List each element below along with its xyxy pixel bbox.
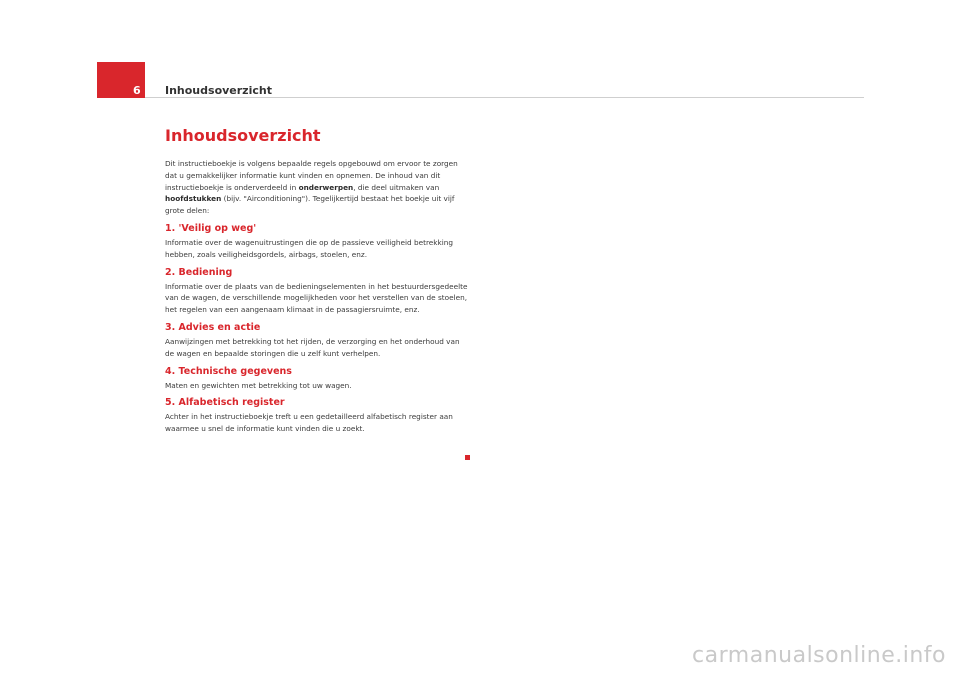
section-body-index: Achter in het instructieboekje treft u een gedetailleerd alfabetisch register aan waarmee u snel de informatie kunt vinden die u zoekt. (165, 412, 453, 434)
section-heading-advice: 3. Advies en actie (165, 321, 261, 333)
section-body-advice: Aanwijzingen met betrekking tot het rijden, de verzorging en het onderhoud van de wagen en bepaalde storingen die u zelf kunt verhelpen. (165, 336, 460, 358)
intro-paragraph (165, 158, 470, 217)
running-header-title: Inhoudsoverzicht (165, 84, 272, 97)
section-heading-safety: 1. 'Veilig op weg' (165, 222, 257, 234)
intro-text-3: (bijv. "Airconditioning"). Tegelijkertijd bestaat het boekje uit vijf grote delen: (165, 194, 455, 216)
section-heading-index: 5. Alfabetisch register (165, 397, 285, 409)
section-heading-technical: 4. Technische gegevens (165, 365, 292, 377)
section-body-operation: Informatie over de plaats van de bedieningselementen in het bestuurdersgedeelte van de wagen, de verschillende mogelijkheden voor het verstellen van de stoelen, het regelen van een aangenaam klimaat in de passagiersruimte, enz. (165, 281, 468, 315)
section-body-technical: Maten en gewichten met betrekking tot uw wagen. (165, 380, 352, 390)
page-number: 6 (133, 84, 141, 97)
site-watermark: carmanualsonline.info (692, 643, 946, 668)
intro-text-2: , die deel uitmaken van (353, 182, 440, 192)
intro-text-1: Dit instructieboekje is volgens bepaalde regels opgebouwd om ervoor te zorgen dat u gemakkelijker informatie kunt vinden en opnemen. De inhoud van dit instructieboekje is onderverdeeld in (165, 159, 458, 192)
content-column (165, 126, 470, 435)
section-body-safety: Informatie over de wagenuitrustingen die op de passieve veiligheid betrekking hebben, zoals veiligheidsgordels, airbags, stoelen, enz. (165, 237, 454, 259)
intro-bold-topics: onderwerpen (298, 182, 354, 192)
end-of-section-marker (465, 455, 470, 460)
header-divider (145, 97, 864, 98)
intro-bold-chapters: hoofdstukken (165, 194, 222, 204)
page-title: Inhoudsoverzicht (165, 126, 321, 145)
section-heading-operation: 2. Bediening (165, 266, 233, 278)
